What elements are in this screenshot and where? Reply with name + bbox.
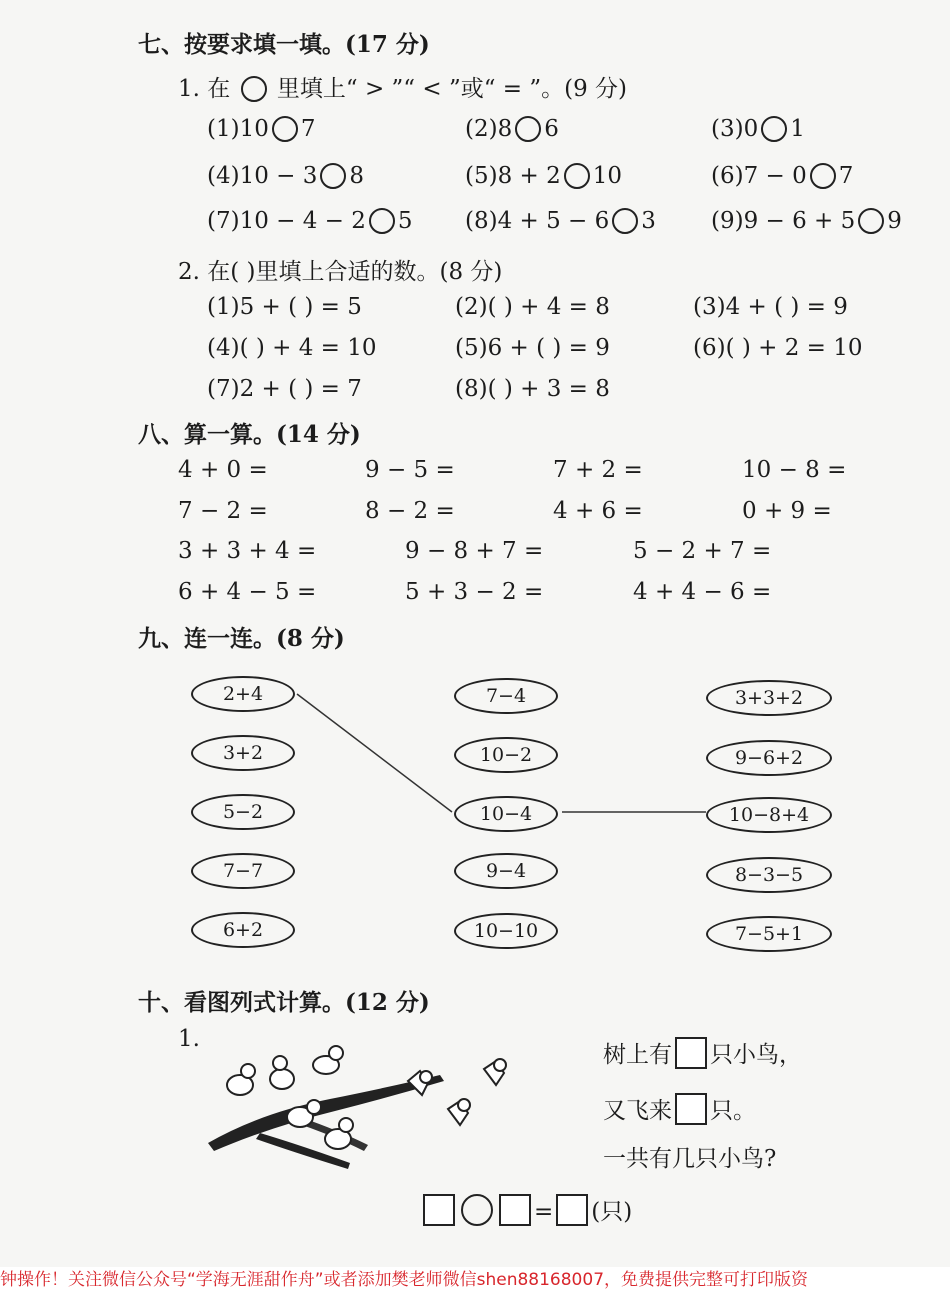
equation-row	[420, 1193, 632, 1226]
right-oval[interactable]: 7−5+1	[706, 916, 832, 952]
calc-item[interactable]: 4 + 0 =	[178, 457, 268, 483]
calc-item[interactable]: 9 − 5 =	[365, 457, 455, 483]
section-7-title: 七、按要求填一填。(17 分)	[138, 31, 430, 58]
calc-item[interactable]: 5 + 3 − 2 =	[405, 579, 544, 605]
calc-item[interactable]: 0 + 9 =	[742, 498, 832, 524]
compare-item: (3)0 1	[711, 116, 805, 142]
left-oval[interactable]: 6+2	[191, 912, 295, 948]
compare-item: (7)10 − 4 − 2 5	[207, 208, 413, 234]
mid-oval[interactable]: 9−4	[454, 853, 558, 889]
compare-item: (9)9 − 6 + 5 9	[711, 208, 902, 234]
fill-item[interactable]: (4)( ) + 4 = 10	[207, 335, 377, 361]
compare-item: (1)10 7	[207, 116, 316, 142]
answer-box[interactable]	[556, 1194, 588, 1226]
calc-item[interactable]: 7 − 2 =	[178, 498, 268, 524]
mid-oval[interactable]: 10−10	[454, 913, 558, 949]
section-8-title: 八、算一算。(14 分)	[138, 421, 361, 448]
left-oval[interactable]: 3+2	[191, 735, 295, 771]
answer-box[interactable]	[423, 1194, 455, 1226]
fill-item[interactable]: (7)2 + ( ) = 7	[207, 376, 362, 402]
answer-box[interactable]	[675, 1037, 707, 1069]
mid-oval[interactable]: 10−4	[454, 796, 558, 832]
unit-label: (只)	[591, 1199, 633, 1225]
q1-pre: 1. 在	[178, 76, 231, 102]
left-oval[interactable]: 7−7	[191, 853, 295, 889]
compare-item: (2)8 6	[465, 116, 559, 142]
compare-item: (4)10 − 3 8	[207, 163, 365, 189]
fill-item[interactable]: (8)( ) + 3 = 8	[455, 376, 610, 402]
story-question: 一共有几只小鸟?	[603, 1146, 777, 1172]
story-line-1: 树上有 只小鸟，	[603, 1036, 802, 1069]
mid-oval[interactable]: 7−4	[454, 678, 558, 714]
mid-oval[interactable]: 10−2	[454, 737, 558, 773]
story-line-2: 又飞来 只。	[603, 1092, 756, 1125]
compare-item: (5)8 + 2 10	[465, 163, 623, 189]
fill-item[interactable]: (2)( ) + 4 = 8	[455, 294, 610, 320]
q2-instruction: 2. 在( )里填上合适的数。(8 分)	[178, 259, 503, 285]
fill-item[interactable]: (6)( ) + 2 = 10	[693, 335, 863, 361]
equals-sign: =	[534, 1199, 554, 1225]
calc-item[interactable]: 8 − 2 =	[365, 498, 455, 524]
calc-item[interactable]: 4 + 4 − 6 =	[633, 579, 772, 605]
calc-item[interactable]: 9 − 8 + 7 =	[405, 538, 544, 564]
left-oval[interactable]: 5−2	[191, 794, 295, 830]
answer-box[interactable]	[675, 1093, 707, 1125]
q1-post: 里填上“ > ”“ < ”或“ = ”。(9 分)	[276, 76, 628, 102]
match-line	[297, 694, 452, 812]
bird-icon	[270, 1069, 294, 1089]
section-10-title: 十、看图列式计算。(12 分)	[138, 989, 430, 1016]
right-oval[interactable]: 10−8+4	[706, 797, 832, 833]
birds-illustration	[200, 1035, 530, 1170]
footer-banner: 钟操作！关注微信公众号“学海无涯甜作舟”或者添加樊老师微信shen88168007，免费提供完整可打印版资	[0, 1267, 950, 1294]
left-oval[interactable]: 2+4	[191, 676, 295, 712]
calc-item[interactable]: 5 − 2 + 7 =	[633, 538, 772, 564]
fill-item[interactable]: (3)4 + ( ) = 9	[693, 294, 848, 320]
calc-item[interactable]: 4 + 6 =	[553, 498, 643, 524]
right-oval[interactable]: 3+3+2	[706, 680, 832, 716]
calc-item[interactable]: 7 + 2 =	[553, 457, 643, 483]
calc-item[interactable]: 6 + 4 − 5 =	[178, 579, 317, 605]
problem-number: 1.	[178, 1026, 200, 1052]
right-oval[interactable]: 8−3−5	[706, 857, 832, 893]
operator-circle-icon[interactable]	[461, 1194, 493, 1226]
compare-item: (8)4 + 5 − 6 3	[465, 208, 656, 234]
fill-item[interactable]: (5)6 + ( ) = 9	[455, 335, 610, 361]
calc-item[interactable]: 10 − 8 =	[742, 457, 847, 483]
right-oval[interactable]: 9−6+2	[706, 740, 832, 776]
section-9-title: 九、连一连。(8 分)	[138, 625, 345, 652]
compare-item: (6)7 − 0 7	[711, 163, 854, 189]
calc-item[interactable]: 3 + 3 + 4 =	[178, 538, 317, 564]
answer-box[interactable]	[499, 1194, 531, 1226]
fill-item[interactable]: (1)5 + ( ) = 5	[207, 294, 362, 320]
